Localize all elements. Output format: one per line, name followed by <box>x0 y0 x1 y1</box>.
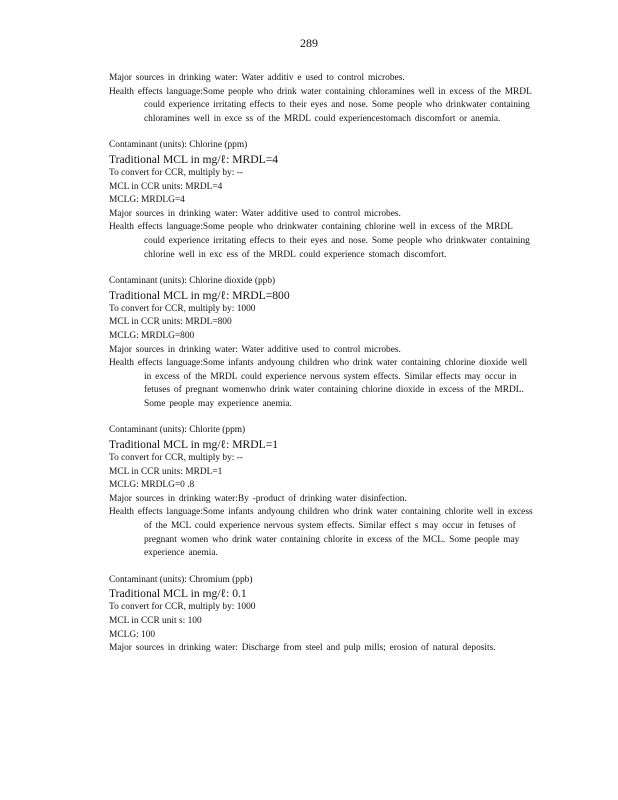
convert-factor: To convert for CCR, multiply by: -- <box>109 167 243 178</box>
mclg: MCLG: MRDLG=4 <box>109 195 185 206</box>
traditional-mcl: Traditional MCL in mg/ℓ: MRDL=4 <box>109 152 279 166</box>
mcl-ccr-units: MCL in CCR units: MRDL=4 <box>109 181 223 192</box>
intro-block <box>109 72 534 126</box>
mclg: MCLG: MRDLG=0 .8 <box>109 480 195 491</box>
mcl-ccr-units: MCL in CCR units: MRDL=800 <box>109 317 232 328</box>
mclg: MCLG: 100 <box>109 629 156 640</box>
traditional-mcl: Traditional MCL in mg/ℓ: 0.1 <box>109 587 247 601</box>
major-sources: Major sources in drinking water: Discharge from steel and pulp mills; erosion of natural deposits. <box>109 643 496 654</box>
contaminant-units: Contaminant (units): Chlorite (ppm) <box>109 425 246 436</box>
health-effects: Health effects language:Some people who drink water containing chloramines well in excess of the MRDL could experience irritating effects to their eyes and nose. Some people who drinkwater containing chloramines well in exce ss of the MRDL could experiencestomach discomfort or anemia. <box>109 86 532 124</box>
contaminant-units: Contaminant (units): Chlorine dioxide (ppb) <box>109 276 276 287</box>
major-sources: Major sources in drinking water: Water additiv e used to control microbes. <box>109 73 405 83</box>
contaminant-units: Contaminant (units): Chlorine (ppm) <box>109 140 248 151</box>
mcl-ccr-units: MCL in CCR unit s: 100 <box>109 616 202 626</box>
mclg: MCLG: MRDLG=800 <box>109 330 195 341</box>
contaminant-units: Contaminant (units): Chromium (ppb) <box>109 574 253 585</box>
health-effects: Health effects language:Some people who drinkwater containing chlorine well in excess of the MRDL could experience irritating effects to their eyes and nose. Some people who drinkwater containing chlorine well in exc ess of the MRDL could experience stomach discomfort. <box>109 222 530 260</box>
traditional-mcl: Traditional MCL in mg/ℓ: MRDL=1 <box>109 438 279 452</box>
convert-factor: To convert for CCR, multiply by: 1000 <box>109 602 256 613</box>
traditional-mcl: Traditional MCL in mg/ℓ: MRDL=800 <box>109 288 290 302</box>
convert-factor: To convert for CCR, multiply by: -- <box>109 453 243 464</box>
document-body <box>109 72 534 669</box>
health-effects: Health effects language:Some infants andyoung children who drink water containing chlorite well in excess of the MCL could experience nervous system effects. Similar effect s may occur in fetuses of pregnant women who drink water containing chlorite in excess of the MCL. Some people may experience anemia. <box>109 507 533 559</box>
major-sources: Major sources in drinking water: Water additive used to control microbes. <box>109 344 401 355</box>
contaminant-block-chlorine <box>109 139 534 262</box>
contaminant-block-chlorite <box>109 424 534 560</box>
page-number: 289 <box>300 36 318 50</box>
mcl-ccr-units: MCL in CCR units: MRDL=1 <box>109 466 223 477</box>
health-effects: Health effects language:Some infants andyoung children who drink water containing chlorine dioxide well in excess of the MRDL could experience nervous system effects. Similar effects may occur in fetuses of pregnant womenwho drink water containing chlorine dioxide in excess of the MRDL. Some people may experience anemia. <box>109 358 528 409</box>
major-sources: Major sources in drinking water: Water additive used to control microbes. <box>109 208 401 219</box>
contaminant-block-chromium <box>109 574 534 656</box>
contaminant-block-chlorine-dioxide <box>109 275 534 411</box>
convert-factor: To convert for CCR, multiply by: 1000 <box>109 303 256 314</box>
major-sources: Major sources in drinking water:By -product of drinking water disinfection. <box>109 493 407 504</box>
